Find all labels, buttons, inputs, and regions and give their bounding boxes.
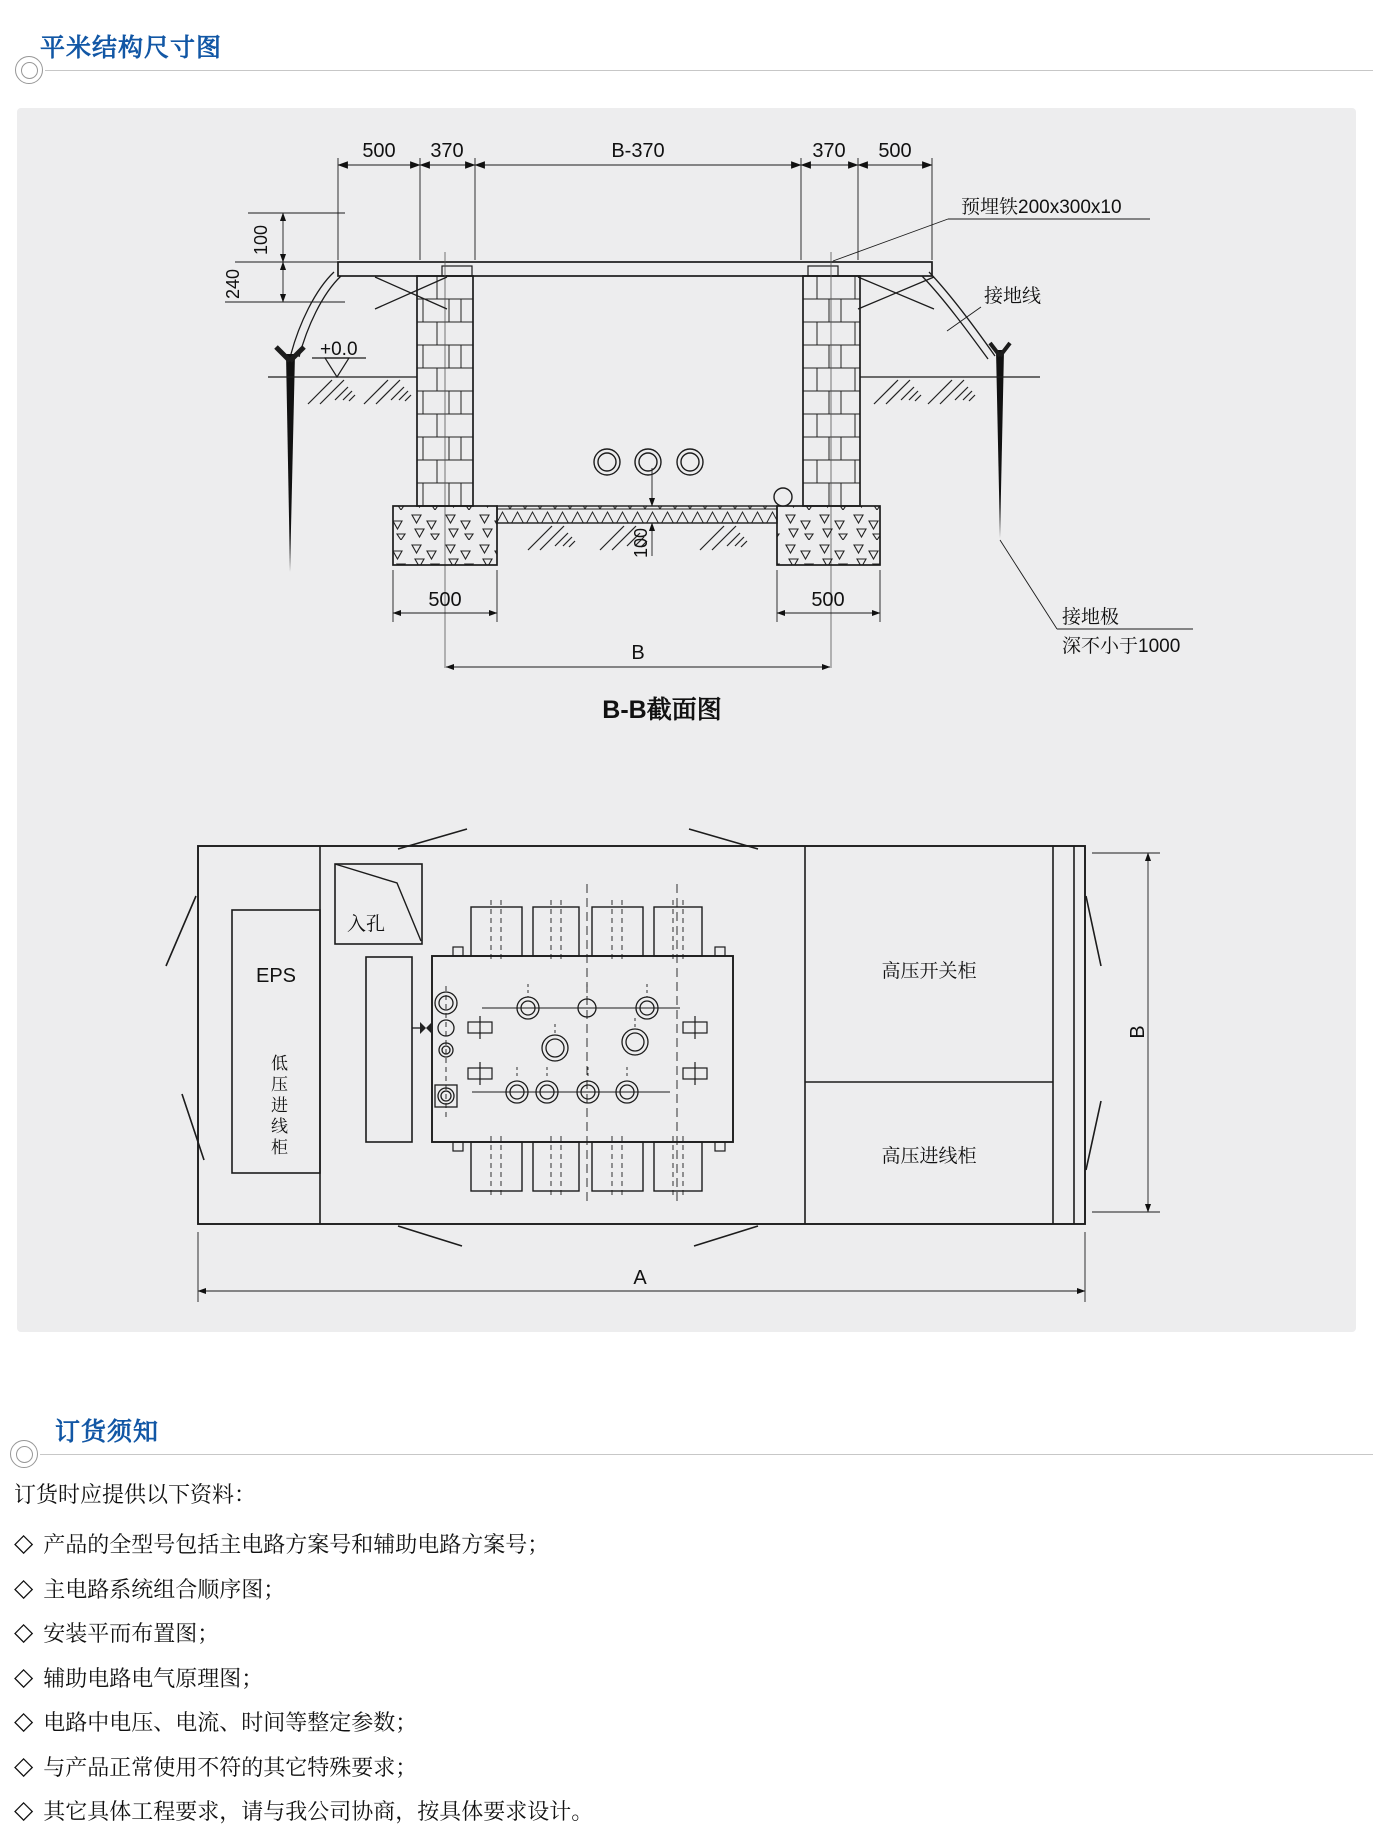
- technical-drawing-svg: [17, 108, 1356, 1332]
- header-divider-line-2: [40, 1454, 1373, 1455]
- diamond-bullet-icon: ◇: [14, 1574, 34, 1602]
- annotation-leaders: [833, 219, 1193, 629]
- top-dimension-extension-lines: [338, 158, 932, 260]
- soil-hatch: [874, 380, 921, 404]
- section-marker-icon-2: [10, 1440, 38, 1468]
- ground-rod-left: [286, 354, 295, 572]
- note-item-1: [14, 1528, 549, 1559]
- hv-switch-cabinet-label: 高压开关柜: [881, 961, 977, 982]
- ground-rod-annotation: 接地极: [1062, 607, 1120, 628]
- page-title-ordering-notes: 订货须知: [55, 1418, 160, 1446]
- dim-label-100-floor: 100: [631, 527, 651, 559]
- note-text-2: 主电路系统组合顺序图；: [43, 1577, 286, 1602]
- header-divider-line: [45, 70, 1373, 71]
- note-item-7: [14, 1795, 593, 1826]
- note-item-5: [14, 1706, 417, 1737]
- soil-hatch: [700, 526, 747, 550]
- dim-label-240: 240: [223, 268, 243, 300]
- roof-slab: [338, 262, 932, 276]
- note-text-6: 与产品正常使用不符的其它特殊要求；: [43, 1755, 418, 1780]
- section-view-drawing: [223, 140, 1193, 724]
- dim-label-100-roof: 100: [251, 224, 271, 256]
- embed-plate-left: [442, 266, 472, 276]
- brick-pillar-right: [803, 276, 860, 506]
- note-text-1: 产品的全型号包括主电路方案号和辅助电路方案号；: [43, 1532, 550, 1557]
- diamond-bullet-icon: ◇: [14, 1752, 34, 1780]
- footing-left: [393, 506, 497, 565]
- note-item-4: [14, 1662, 263, 1693]
- cable-trench-box: [366, 957, 412, 1142]
- ground-rod-right: [996, 350, 1004, 538]
- diamond-bullet-icon: ◇: [14, 1618, 34, 1646]
- note-item-6: [14, 1751, 417, 1782]
- ground-wire-annotation: 接地线: [984, 286, 1042, 307]
- diamond-bullet-icon: ◇: [14, 1707, 34, 1735]
- lv-connection-column: [412, 986, 457, 1118]
- dim-label-500-footing-right: 500: [811, 589, 845, 611]
- note-text-4: 辅助电路电气原理图；: [43, 1666, 264, 1691]
- dim-label-b-depth: B: [1127, 1025, 1149, 1039]
- note-text-5: 电路中电压、电流、时间等整定参数；: [43, 1710, 418, 1735]
- dim-label-b-span: B: [631, 642, 645, 664]
- manhole-label: 入孔: [346, 914, 386, 935]
- soil-hatch: [364, 380, 411, 404]
- pillar-centerlines: [445, 252, 831, 668]
- diamond-bullet-icon: ◇: [14, 1796, 34, 1824]
- page-title-structure-drawing: 平米结构尺寸图: [40, 34, 223, 62]
- soil-hatch: [528, 526, 575, 550]
- dim-label-370-right: 370: [812, 140, 846, 162]
- level-label: +0.0: [320, 339, 358, 360]
- drawing-panel: [17, 108, 1356, 1332]
- dim-label-b-370: B-370: [611, 140, 665, 162]
- ground-rod-depth-note: 深不小于1000: [1062, 636, 1181, 657]
- note-text-3: 安装平而布置图；: [43, 1621, 220, 1646]
- dim-label-a-width: A: [633, 1267, 647, 1289]
- transformer-tank: [432, 956, 733, 1142]
- section-marker-icon: [15, 56, 43, 84]
- enclosure-tick-marks: [166, 829, 1101, 1246]
- dim-label-500-left: 500: [362, 140, 396, 162]
- pipe-end-circle: [774, 488, 792, 506]
- dim-label-500-right: 500: [878, 140, 912, 162]
- embed-plate-annotation: 预埋铁200x300x10: [961, 197, 1122, 218]
- section-marker-inner-ring-2: [16, 1446, 33, 1463]
- transformer-bushings: [472, 984, 680, 1103]
- note-item-3: [14, 1617, 219, 1648]
- embed-plate-right: [808, 266, 838, 276]
- diamond-bullet-icon: ◇: [14, 1663, 34, 1691]
- note-text-7: 其它具体工程要求，请与我公司协商，按具体要求设计。: [43, 1799, 594, 1824]
- notes-intro: 订货时应提供以下资料：: [14, 1482, 257, 1507]
- left-dimension-lines: [225, 213, 345, 302]
- transformer-corner-tabs: [453, 947, 725, 1151]
- level-symbol: [312, 358, 366, 377]
- transformer-radiators: [471, 907, 702, 1191]
- note-item-2: [14, 1573, 285, 1604]
- eps-label: EPS: [255, 965, 297, 987]
- plan-depth-dimension: [1092, 853, 1160, 1212]
- section-view-title: B-B截面图: [602, 696, 722, 724]
- dim-label-370-left: 370: [430, 140, 464, 162]
- dim-label-500-footing-left: 500: [428, 589, 462, 611]
- floor-slab-band: [497, 506, 777, 523]
- diamond-bullet-icon: ◇: [14, 1529, 34, 1557]
- lv-incoming-cabinet-label: 低压进线柜: [268, 1054, 287, 1159]
- soil-hatch: [308, 380, 355, 404]
- cable-duct-circles: [594, 449, 703, 475]
- section-marker-inner-ring: [21, 62, 38, 79]
- soil-hatch: [928, 380, 975, 404]
- hv-incoming-cabinet-label: 高压进线柜: [881, 1146, 977, 1167]
- plan-view-drawing: [166, 829, 1160, 1302]
- hv-cabinet-walls: [805, 846, 1074, 1224]
- transformer-mount-brackets: [468, 1016, 707, 1085]
- footing-right: [777, 506, 880, 565]
